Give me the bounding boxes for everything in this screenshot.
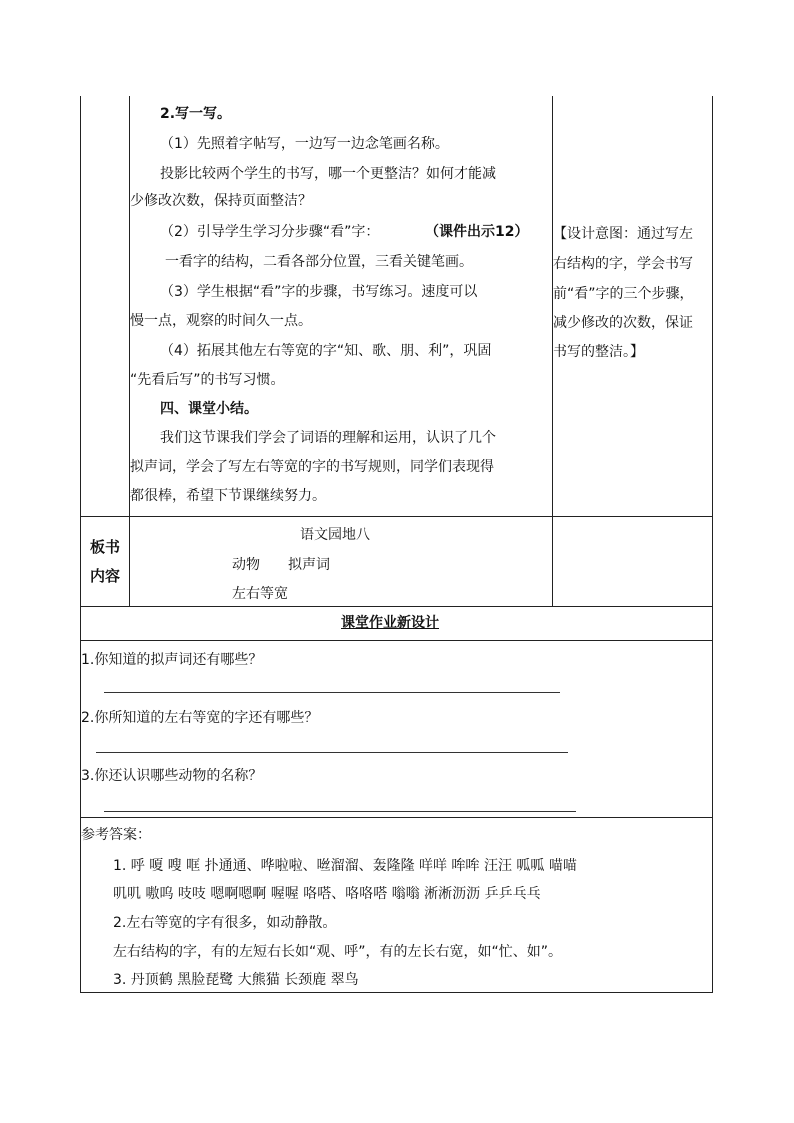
homework-question-2: 2.你所知道的左右等宽的字还有哪些？ bbox=[81, 710, 319, 726]
lesson-line: 投影比较两个学生的书写，哪一个更整洁？如何才能减 bbox=[160, 166, 496, 182]
lesson-line: 少修改次数，保持页面整洁？ bbox=[130, 193, 312, 209]
column-divider-1 bbox=[129, 96, 130, 606]
design-note-line: 【设计意图：通过写左 bbox=[553, 226, 693, 242]
answer-3: 3. 丹顶鹤 黑脸琵鹭 大熊猫 长颈鹿 翠鸟 bbox=[113, 972, 359, 988]
board-item: 动物 bbox=[232, 557, 260, 573]
lesson-line: （2）引导学生学习分步骤“看”字： bbox=[160, 224, 380, 240]
lesson-line: （4）拓展其他左右等宽的字“知、歌、朋、利”，巩固 bbox=[160, 343, 492, 359]
answer-blank-3 bbox=[104, 811, 576, 812]
lesson-line: 我们这节课我们学会了词语的理解和运用，认识了几个 bbox=[160, 430, 496, 446]
answer-1-line-2: 叽叽 嗷呜 吱吱 嗯啊嗯啊 喔喔 咯嗒、咯咯嗒 嗡嗡 淅淅沥沥 乒乒乓乓 bbox=[113, 886, 541, 902]
row-divider-homework-header-top bbox=[80, 606, 713, 607]
design-note-line: 前“看”字的三个步骤， bbox=[553, 286, 694, 302]
lesson-line: 一看字的结构，二看各部分位置，三看关键笔画。 bbox=[165, 254, 473, 270]
lesson-line: “先看后写”的书写习惯。 bbox=[130, 372, 285, 388]
table-border-bottom bbox=[80, 992, 713, 993]
answer-blank-2 bbox=[96, 752, 568, 753]
board-item: 拟声词 bbox=[288, 557, 330, 573]
lesson-line: 慢一点，观察的时间久一点。 bbox=[130, 313, 312, 329]
table-border-right bbox=[712, 96, 713, 992]
answer-2-line-2: 左右结构的字，有的左短右长如“观、呼”，有的左长右宽，如“忙、如”。 bbox=[113, 944, 563, 960]
table-border-left bbox=[80, 96, 81, 992]
courseware-note: （课件出示12） bbox=[425, 224, 529, 240]
answers-title: 参考答案： bbox=[81, 827, 151, 843]
board-label-line2: 内容 bbox=[89, 567, 120, 585]
row-divider-board-top bbox=[80, 516, 713, 517]
design-note-line: 右结构的字，学会书写 bbox=[553, 256, 693, 272]
answer-blank-1 bbox=[104, 692, 560, 693]
homework-header: 课堂作业新设计 bbox=[341, 615, 439, 631]
board-label-line1: 板书 bbox=[89, 538, 120, 556]
homework-question-3: 3.你还认识哪些动物的名称？ bbox=[81, 768, 263, 784]
design-note-line: 减少修改的次数，保证 bbox=[553, 315, 693, 331]
answer-1-line-1: 1. 呼 嗄 嗖 哐 扑通通、哗啦啦、咝溜溜、轰隆隆 咩咩 哞哞 汪汪 呱呱 喵喵 bbox=[113, 858, 577, 874]
section-heading-summary: 四、课堂小结。 bbox=[160, 401, 258, 417]
design-note-line: 书写的整洁。】 bbox=[553, 344, 644, 360]
lesson-line: 都很棒，希望下节课继续努力。 bbox=[130, 488, 326, 504]
lesson-line: （1）先照着字帖写，一边写一边念笔画名称。 bbox=[160, 136, 449, 152]
board-title: 语文园地八 bbox=[300, 527, 370, 543]
row-divider-homework-header-bottom bbox=[80, 640, 713, 641]
answer-2-line-1: 2.左右等宽的字有很多，如动静散。 bbox=[113, 915, 337, 931]
lesson-line: （3）学生根据“看”字的步骤，书写练习。速度可以 bbox=[160, 284, 478, 300]
lesson-line: 拟声词，学会了写左右等宽的字的书写规则，同学们表现得 bbox=[130, 459, 494, 475]
board-item: 左右等宽 bbox=[232, 586, 288, 602]
section-heading-write: 2.写一写。 bbox=[160, 106, 232, 122]
homework-question-1: 1.你知道的拟声词还有哪些？ bbox=[81, 652, 263, 668]
row-divider-answers-top bbox=[80, 817, 713, 818]
